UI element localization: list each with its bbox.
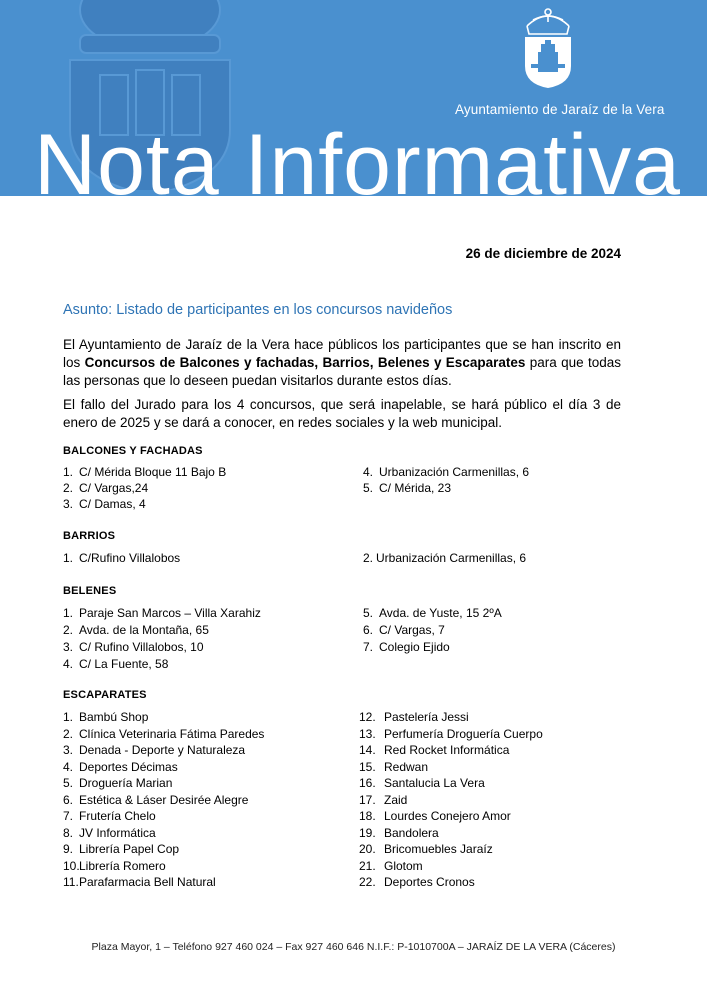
intro-paragraph-1 [63,336,621,390]
list-item: 4. C/ La Fuente, 58 [63,657,169,671]
list-item: 4. Deportes Décimas [63,759,178,774]
section-title-balcones: BALCONES Y FACHADAS [63,445,203,457]
list-item: 20. Bricomuebles Jaraíz [359,842,493,856]
list-item: 5. Droguería Marian [63,776,173,790]
list-item: 14. Red Rocket Informática [359,743,510,757]
list-item: 6. C/ Vargas, 7 [363,623,445,637]
list-item: 4. Urbanización Carmenillas, 6 [363,465,530,479]
list-item: 10.Librería Romero [63,858,166,873]
list-item: 5. C/ Mérida, 23 [363,481,452,495]
list-item: 1. C/Rufino Villalobos [63,551,181,565]
intro-text: El Ayuntamiento de Jaraíz de la Vera hace públicos los participantes que se han inscrito en los [63,337,621,370]
list-item: 11.Parafarmacia Bell Natural [63,875,216,889]
list-item: 9. Librería Papel Cop [63,842,180,856]
list-item: 7. Colegio Ejido [363,640,450,654]
list-item: 2. C/ Vargas,24 [63,481,149,495]
list-item: 7. Frutería Chelo [63,809,156,823]
list-item: 2. Avda. de la Montaña, 65 [63,623,209,637]
list-item: 19. Bandolera [359,825,439,840]
page-title: Nota Informativa [34,117,681,196]
list-item: 6. Estética & Láser Desirée Alegre [63,792,249,807]
document-date: 26 de diciembre de 2024 [465,246,621,261]
footer-address: Plaza Mayor, 1 – Teléfono 927 460 024 – Fax 927 460 646 N.I.F.: P-1010700A – JARAÍZ DE LA VERA (Cáceres) [91,941,616,953]
list-item: 3. C/ Rufino Villalobos, 10 [63,640,204,654]
list-item: 3. Denada - Deporte y Naturaleza [63,743,246,757]
contests-bold: Concursos de Balcones y fachadas, Barrios, Belenes y Escaparates [84,355,526,370]
list-item: 1. Bambú Shop [63,710,149,724]
subject-line: Asunto: Listado de participantes en los concursos navideños [63,302,453,318]
list-item: 12. Pastelería Jessi [359,710,469,724]
list-item: 16. Santalucia La Vera [359,776,485,790]
list-item: 15. Redwan [359,759,429,774]
list-item: 21. Glotom [359,858,423,873]
list-item: 5. Avda. de Yuste, 15 2ºA [363,606,502,620]
intro-paragraph-2: El fallo del Jurado para los 4 concursos, que será inapelable, se hará público el día 3 de enero de 2025 y se dará a conocer, en redes sociales y la web municipal. [63,397,621,430]
list-item: 3. C/ Damas, 4 [63,497,146,511]
list-item: 2. Clínica Veterinaria Fátima Paredes [63,726,265,741]
list-item: 1. C/ Mérida Bloque 11 Bajo B [63,465,227,479]
list-item: 22. Deportes Cronos [359,875,475,889]
section-title-belenes: BELENES [63,585,117,597]
list-item: 18. Lourdes Conejero Amor [359,809,511,823]
list-item: 1. Paraje San Marcos – Villa Xarahiz [63,606,261,620]
section-title-escaparates: ESCAPARATES [63,689,147,701]
section-title-barrios: BARRIOS [63,530,116,542]
header-banner [0,0,707,196]
list-item: 8. JV Informática [63,825,156,840]
town-crest-icon [519,4,577,88]
list-item: 2. Urbanización Carmenillas, 6 [363,551,527,565]
list-item: 17. Zaid [359,792,408,807]
list-item: 13. Perfumería Droguería Cuerpo [359,726,543,741]
council-name: Ayuntamiento de Jaraíz de la Vera [455,102,665,117]
intro-text-end: para que todas las personas que lo deseen puedan visitarlos durante estos días. [63,355,621,388]
